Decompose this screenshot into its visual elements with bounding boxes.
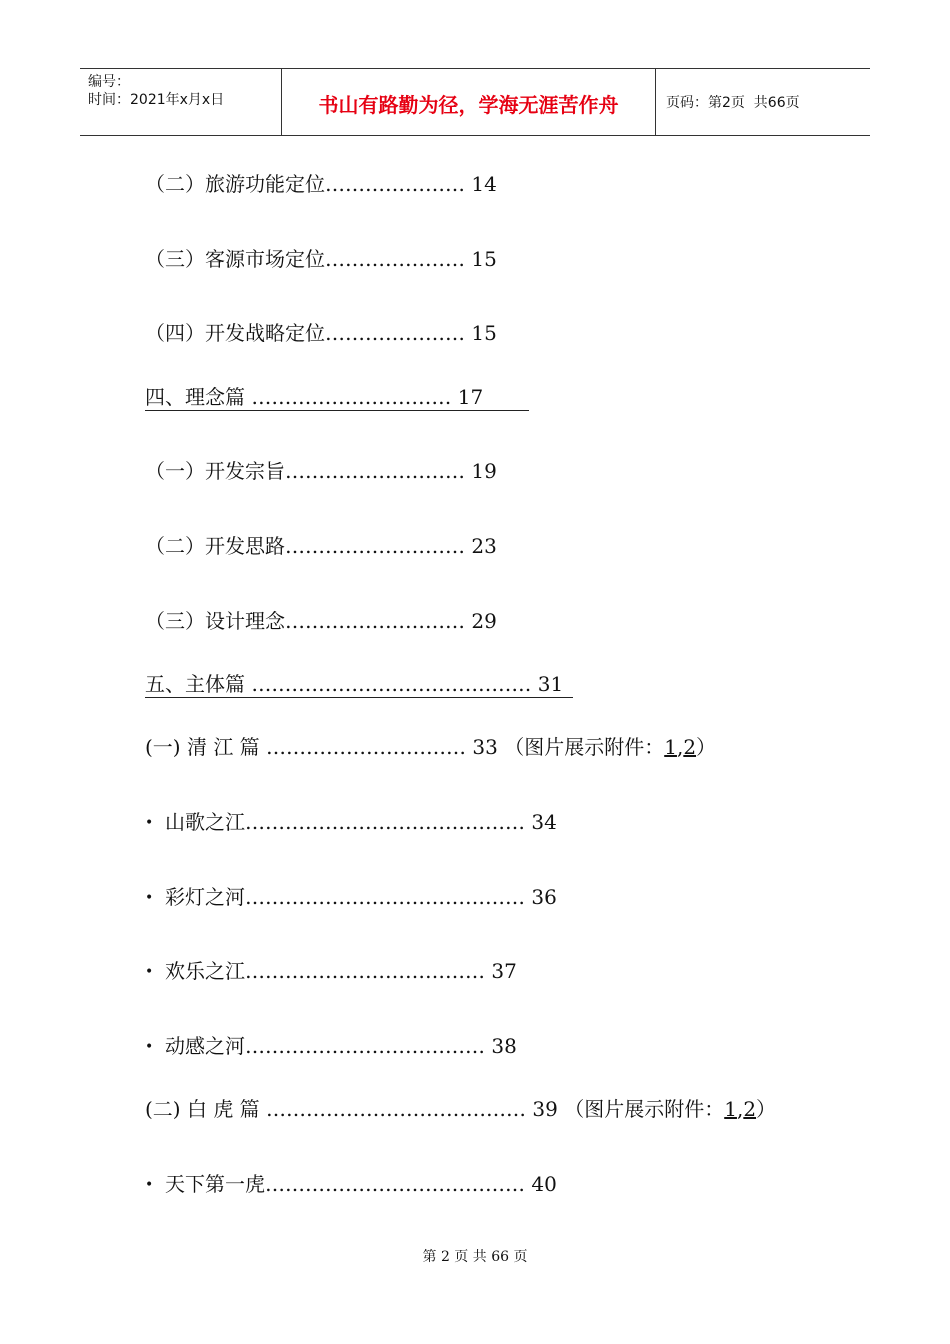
- toc-leader-dots: …………………………: [251, 385, 452, 409]
- toc-bullet-entry[interactable]: [145, 1033, 517, 1060]
- header-page-label: 页码：第2页 共66页: [666, 95, 800, 111]
- toc-leader-dots: ………………………: [285, 534, 465, 558]
- attachment-separator: ,: [736, 1097, 744, 1121]
- toc-page-number: 17: [457, 385, 484, 409]
- toc-entry-text: (二) 白 虎 篇: [145, 1097, 267, 1121]
- toc-entry-text: 欢乐之江: [165, 959, 245, 983]
- toc-entry-text: 山歌之江: [165, 810, 245, 834]
- toc-entry-text: （二）旅游功能定位: [145, 172, 325, 196]
- toc-entry-text: 彩灯之河: [165, 885, 245, 909]
- toc-leader-dots: ………………………………: [245, 1034, 485, 1058]
- toc-page-number: 40: [531, 1172, 557, 1196]
- bullet-icon: •: [145, 1177, 154, 1193]
- toc-leader-dots: ……………………………………: [251, 672, 532, 696]
- toc-page-number: 33: [472, 735, 498, 759]
- toc-entry[interactable]: [145, 171, 497, 197]
- toc-leader-dots: …………………: [325, 172, 465, 196]
- toc-entry[interactable]: [145, 320, 497, 346]
- toc-leader-dots: …………………………………: [265, 1172, 525, 1196]
- attachment-note-prefix: （图片展示附件：: [504, 735, 665, 759]
- document-time: 时间：2021年x月x日: [88, 92, 225, 108]
- toc-page-number: 37: [491, 959, 517, 983]
- toc-bullet-entry[interactable]: [145, 1171, 557, 1198]
- attachment-link-2[interactable]: 2: [743, 1097, 757, 1121]
- bullet-icon: •: [145, 1039, 154, 1055]
- toc-page-number: 39: [532, 1097, 558, 1121]
- toc-leader-dots: …………………………………: [266, 1097, 527, 1121]
- toc-page-number: 19: [471, 459, 497, 483]
- toc-entry-text: （三）设计理念: [145, 609, 285, 633]
- toc-leader-dots: ……………………………………: [245, 885, 525, 909]
- toc-page-number: 23: [471, 534, 497, 558]
- attachment-note-suffix: ）: [756, 1097, 777, 1121]
- toc-leader-dots: ………………………………: [245, 959, 485, 983]
- bullet-icon: •: [145, 890, 154, 906]
- toc-page-number: 29: [471, 609, 497, 633]
- toc-leader-dots: …………………………: [266, 735, 467, 759]
- toc-leader-dots: ………………………: [285, 609, 465, 633]
- toc-page-number: 34: [531, 810, 557, 834]
- toc-page-number: 15: [471, 321, 497, 345]
- toc-entry-text: （一）开发宗旨: [145, 459, 285, 483]
- attachment-separator: ,: [676, 735, 684, 759]
- toc-leader-dots: ………………………: [285, 459, 465, 483]
- toc-entry[interactable]: [145, 608, 497, 634]
- toc-subsection-entry[interactable]: [145, 1096, 776, 1122]
- toc-entry[interactable]: [145, 458, 497, 484]
- toc-page-number: 36: [531, 885, 557, 909]
- toc-leader-dots: …………………: [325, 321, 465, 345]
- attachment-note-suffix: ）: [696, 735, 717, 759]
- toc-entry-text: 动感之河: [165, 1034, 245, 1058]
- toc-entry-text: 四、理念篇: [145, 385, 252, 409]
- toc-entry-text: （三）客源市场定位: [145, 247, 325, 271]
- toc-bullet-entry[interactable]: [145, 884, 557, 911]
- toc-section-entry[interactable]: [145, 671, 573, 698]
- toc-entry-text: (一) 清 江 篇: [145, 735, 267, 759]
- toc-bullet-entry[interactable]: [145, 809, 557, 836]
- toc-leader-dots: …………………: [325, 247, 465, 271]
- toc-entry-text: 五、主体篇: [145, 672, 252, 696]
- toc-page-number: 38: [491, 1034, 517, 1058]
- document-number: 编号：: [88, 74, 130, 90]
- bullet-icon: •: [145, 815, 154, 831]
- toc-entry-text: （二）开发思路: [145, 534, 285, 558]
- attachment-note-prefix: （图片展示附件：: [564, 1097, 725, 1121]
- page-footer: 第 2 页 共 66 页: [422, 1249, 528, 1265]
- header-slogan: 书山有路勤为径，学海无涯苦作舟: [282, 69, 656, 135]
- toc-bullet-entry[interactable]: [145, 958, 517, 985]
- attachment-link-2[interactable]: 2: [683, 735, 697, 759]
- toc-entry-text: 天下第一虎: [165, 1172, 265, 1196]
- attachment-link-1[interactable]: 1: [724, 1097, 737, 1121]
- bullet-icon: •: [145, 964, 154, 980]
- toc-entry-text: （四）开发战略定位: [145, 321, 325, 345]
- toc-entry[interactable]: [145, 533, 497, 559]
- toc-page-number: 14: [471, 172, 497, 196]
- toc-section-entry[interactable]: [145, 384, 529, 411]
- toc-page-number: 31: [537, 672, 564, 696]
- toc-entry[interactable]: [145, 246, 497, 272]
- toc-page-number: 15: [471, 247, 497, 271]
- attachment-link-1[interactable]: 1: [664, 735, 677, 759]
- toc-subsection-entry[interactable]: [145, 734, 716, 760]
- toc-leader-dots: ……………………………………: [245, 810, 525, 834]
